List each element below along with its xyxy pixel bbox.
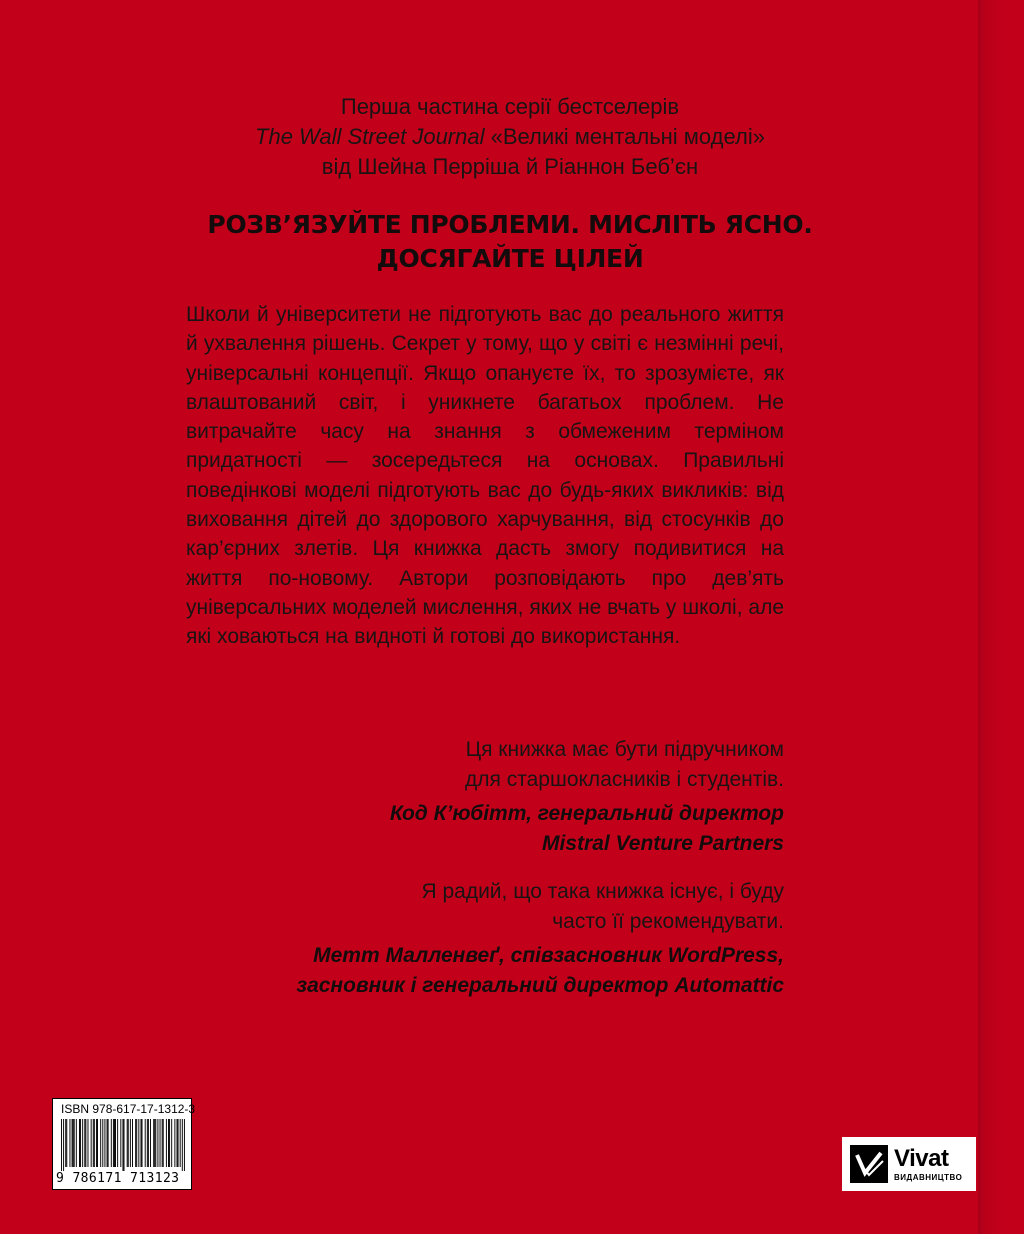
barcode-bar xyxy=(174,1119,175,1167)
barcode-bar xyxy=(76,1119,77,1167)
barcode-bar xyxy=(84,1119,85,1167)
barcode-bar xyxy=(168,1119,169,1167)
barcode-bar xyxy=(169,1119,170,1167)
barcode-bar xyxy=(182,1119,183,1171)
testimonial-1-author-line-2: Mistral Venture Partners xyxy=(542,832,784,855)
headline xyxy=(160,208,860,276)
intro-line-2 xyxy=(160,122,860,152)
testimonial-2-line-1: Я радий, що така книжка існує, і буду xyxy=(421,880,784,903)
barcode-bar xyxy=(132,1119,133,1167)
barcode-bar xyxy=(63,1119,64,1171)
barcode-bar xyxy=(157,1119,158,1167)
barcode-bar xyxy=(85,1119,86,1167)
testimonial-2 xyxy=(224,877,784,1001)
barcode-bar xyxy=(155,1119,156,1167)
barcode-bar xyxy=(136,1119,137,1167)
testimonial-2-author-line-2: засновник і генеральний директор Automattic xyxy=(296,974,784,997)
publisher-subtitle: ВИДАВНИЦТВО xyxy=(894,1173,963,1182)
isbn-label: ISBN 978-617-17-1312-3 xyxy=(61,1102,196,1116)
barcode-bar xyxy=(128,1119,129,1167)
testimonial-1-author-line-1: Код К’юбітт, генеральний директор xyxy=(389,802,784,825)
spine-edge xyxy=(978,0,1024,1234)
publisher-name: Vivat xyxy=(894,1145,949,1172)
intro-series-title: «Великі ментальні моделі» xyxy=(484,124,765,149)
barcode-bar xyxy=(73,1119,74,1167)
barcode-bar xyxy=(148,1119,149,1167)
headline-line-2: ДОСЯГАЙТЕ ЦІЛЕЙ xyxy=(376,244,644,273)
barcode-bar xyxy=(82,1119,83,1167)
barcode-bar xyxy=(153,1119,154,1167)
barcode-bar xyxy=(114,1119,115,1167)
barcode-bar xyxy=(115,1119,116,1167)
testimonial-1-line-2: для старшокласників і студентів. xyxy=(465,768,784,791)
barcode-bar xyxy=(180,1119,181,1167)
barcode-bar xyxy=(154,1119,155,1167)
testimonial-1-author xyxy=(224,799,784,859)
barcode-bar xyxy=(138,1119,139,1167)
barcode-bar xyxy=(69,1119,70,1167)
barcode-bar xyxy=(130,1119,131,1167)
barcode-bar xyxy=(93,1119,94,1167)
vivat-logo-icon xyxy=(850,1145,888,1183)
barcode-bar xyxy=(162,1119,163,1167)
barcode-bar xyxy=(124,1119,125,1171)
barcode-digits: 9 786171 713123 xyxy=(56,1171,180,1186)
barcode-bar xyxy=(147,1119,148,1167)
intro-journal-title: The Wall Street Journal xyxy=(255,124,485,149)
barcode-bar xyxy=(140,1119,141,1167)
barcode-bar xyxy=(111,1119,112,1167)
testimonial-2-author-line-1: Метт Малленвеґ, співзасновник WordPress, xyxy=(313,944,784,967)
barcode-bar xyxy=(142,1119,143,1167)
barcode-bar xyxy=(61,1119,62,1171)
testimonial-1-line-1: Ця книжка має бути підручником xyxy=(465,738,784,761)
barcode-bar xyxy=(102,1119,103,1167)
barcode-bar xyxy=(94,1119,95,1167)
testimonial-2-author xyxy=(224,941,784,1001)
barcode-bar xyxy=(79,1119,80,1167)
barcode-bar xyxy=(108,1119,109,1167)
barcode-bar xyxy=(65,1119,66,1167)
barcode-bar xyxy=(160,1119,161,1167)
description-paragraph: Школи й університети не підготують вас до реального життя й ухвалення рішень. Секрет у тому, що у світі є незмінні речі, універсальні концепції. Якщо опануєте їх, то зрозумієте, як влаштований світ, і уникнете багатьох проблем. Не витрачайте часу на знання з обмеженим терміном придатності — зосередьтеся на основах. Правильні поведінкові моделі підготують вас до будь-яких викликів: від виховання дітей до здорового харчування, від стосунків до кар’єрних злетів. Ця книжка дасть змогу подивитися на життя по-новому. Автори розповідають про дев’ять універсальних моделей мислення, яких не вчать у школі, але які ховаються на видноті й готові до використання. xyxy=(186,303,784,649)
barcode-bar xyxy=(97,1119,98,1167)
barcode-bar xyxy=(177,1119,178,1167)
barcode-bar xyxy=(171,1119,172,1167)
barcode-bar xyxy=(74,1119,75,1167)
barcode-bar xyxy=(88,1119,89,1167)
publisher-logo xyxy=(842,1137,976,1191)
barcode-bar xyxy=(145,1119,146,1167)
barcode-bar xyxy=(107,1119,108,1167)
barcode-bar xyxy=(163,1119,164,1167)
isbn-barcode xyxy=(52,1098,196,1190)
barcode-bar xyxy=(113,1119,114,1167)
barcode-bar xyxy=(135,1119,136,1167)
barcode-bar xyxy=(122,1119,123,1171)
barcode-bar xyxy=(96,1119,97,1167)
barcode-bar xyxy=(117,1119,118,1167)
barcode-bar xyxy=(104,1119,105,1167)
barcode-bar xyxy=(72,1119,73,1167)
barcode-bar xyxy=(184,1119,185,1171)
barcode-bar xyxy=(100,1119,101,1167)
testimonial-1 xyxy=(224,735,784,859)
barcode-bar xyxy=(166,1119,167,1167)
testimonial-2-line-2: часто її рекомендувати. xyxy=(552,910,784,933)
series-intro xyxy=(160,92,860,182)
barcode-bar xyxy=(178,1119,179,1167)
barcode-icon xyxy=(61,1119,185,1171)
barcode-bar xyxy=(120,1119,121,1167)
intro-line-3: від Шейна Перріша й Ріаннон Беб’єн xyxy=(321,154,699,179)
barcode-bar xyxy=(91,1119,92,1167)
intro-line-1: Перша частина серії бестселерів xyxy=(340,94,680,119)
barcode-bar xyxy=(80,1119,81,1167)
barcode-bar xyxy=(127,1119,128,1167)
barcode-bar xyxy=(66,1119,67,1167)
barcode-bar xyxy=(150,1119,151,1167)
headline-line-1: РОЗВ’ЯЗУЙТЕ ПРОБЛЕМИ. МИСЛІТЬ ЯСНО. xyxy=(207,210,813,239)
